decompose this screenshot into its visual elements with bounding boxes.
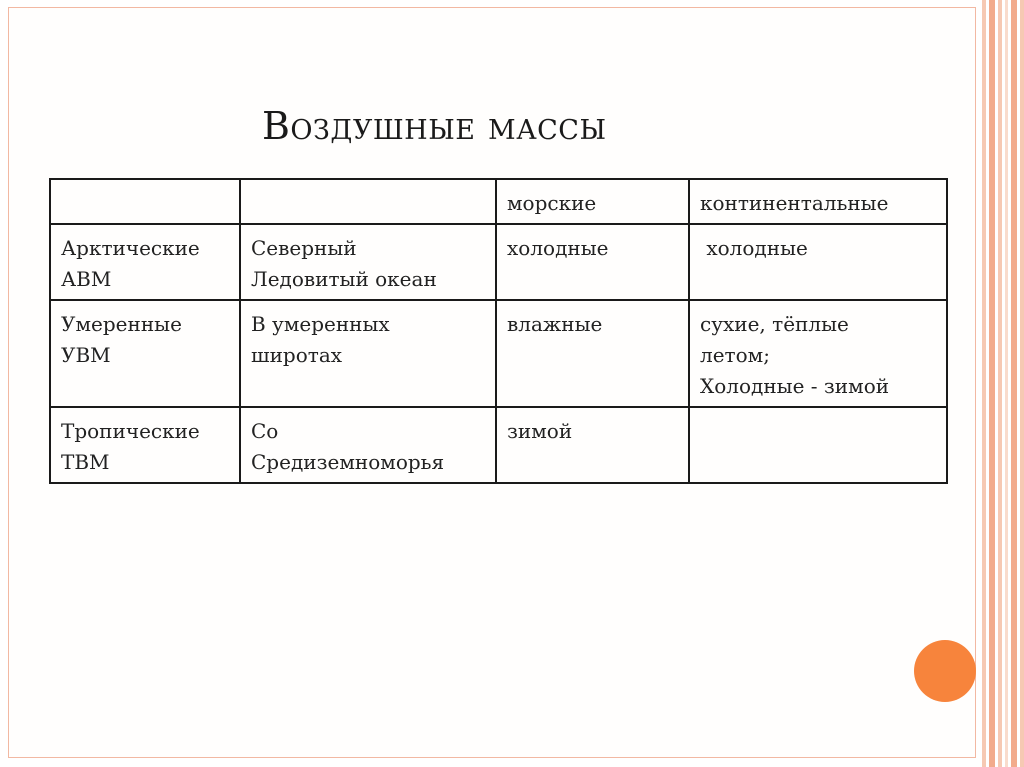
stripe-1: [982, 0, 986, 767]
header-cell: [240, 179, 496, 224]
table-row: [50, 224, 947, 300]
table-cell: Северный Ледовитый океан: [240, 224, 496, 300]
table-cell: Умеренные УВМ: [50, 300, 240, 407]
table-cell: В умеренных широтах: [240, 300, 496, 407]
air-masses-table: [49, 178, 948, 484]
stripe-5: [1011, 0, 1017, 767]
accent-circle: [914, 640, 976, 702]
stripe-2: [989, 0, 995, 767]
table-cell: зимой: [496, 407, 689, 483]
decorative-stripes: [978, 0, 1024, 767]
table-cell: холодные: [689, 224, 947, 300]
table-cell: Арктические АВМ: [50, 224, 240, 300]
table-row: [50, 300, 947, 407]
table-cell: холодные: [496, 224, 689, 300]
table-cell: Тропические ТВМ: [50, 407, 240, 483]
table-cell: [689, 407, 947, 483]
header-cell-continental: континентальные: [689, 179, 947, 224]
table-row: [50, 407, 947, 483]
table-cell: влажные: [496, 300, 689, 407]
table-cell: сухие, тёплые летом; Холодные - зимой: [689, 300, 947, 407]
stripe-3: [998, 0, 1002, 767]
table-header-row: [50, 179, 947, 224]
table-cell: Со Средиземноморья: [240, 407, 496, 483]
header-cell-marine: морские: [496, 179, 689, 224]
stripe-4: [1005, 0, 1008, 767]
stripe-6: [1020, 0, 1024, 767]
header-cell: [50, 179, 240, 224]
slide-title: Воздушные массы: [262, 104, 607, 148]
